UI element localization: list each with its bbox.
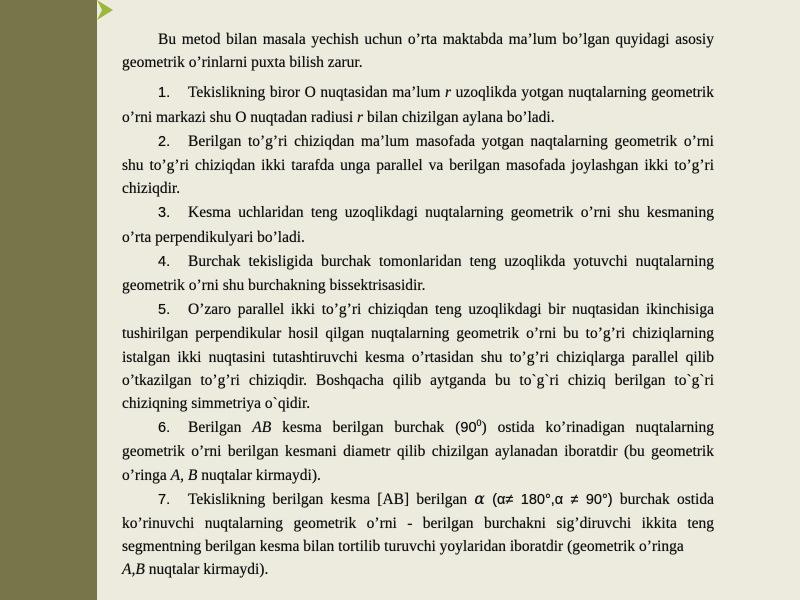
item-number: 4. [158,253,171,270]
item-number: 2. [158,133,171,150]
segment-label: AB [252,419,272,437]
intro-paragraph: Bu metod bilan masala yechish uchun o’rta maktabda ma’lum bo’lgan quyidagi asosiy geometrik o’rinlarni puxta bilish zarur. [122,31,714,72]
item-number: 1. [158,85,171,102]
angle-value: $90^0$ [460,418,482,437]
list-item-2: 2. Berilgan to’g’ri chiziqdan ma’lum masofada yotgan naqtalarning geometrik o’rni shu to’g’ri chiziqdan ikki tarafda unga parallel va berilgan masofada joylashgan ikki to’g’ri chiziqdir. [122,132,714,198]
document-body [122,28,714,583]
list-item-5: 5. O’zaro parallel ikki to’g’ri chiziqdan teng uzoqlikdagi bir nuqtasidan ikinchisiga tushirilgan perpendikular hosil qilgan nuqtalarning geometrik o’rni bu to’g’ri chiziqlarning istalgan ikki nuqtasini tutashtiruvchi kesma o’rtasidan shu to’g’ri chiziqlarga parallel qilib o’tkazilgan to’g’ri chiziqdir. Boshqacha qilib aytganda bu to`g`ri chiziq berilgan to`g`ri chiziqning simmetriya o`qidir. [122,301,714,413]
list-item-7: 7. Tekislikning berilgan kesma [AB] berilgan α (α≠ 180°,α ≠ 90°) burchak ostida ko’rinuvchi nuqtalarning geometrik o’rni - berilgan burchakni sig’diruvchi ikkita teng segmentning berilgan kesma bilan tortilib turuvchi yoylaridan iboratdir (geometrik o’ringa A,B nuqtalar kirmaydi). [122,489,714,579]
alpha-symbol: α [474,489,485,508]
angle-condition: (α≠ 180°,α ≠ 90°) [484,491,613,508]
list-item-3: 3. Kesma uchlaridan teng uzoqlikdagi nuqtalarning geometrik o’rni shu kesmaning o’rta perpendikulyari bo’ladi. [122,204,714,246]
sidebar-bar [0,0,97,600]
radius-symbol: r [445,84,452,102]
points-label: A,B [122,561,145,579]
arrow-icon [97,0,113,20]
list-item-1: 1. Tekislikning biror O nuqtasidan ma’lum r uzoqlikda yotgan nuqtalarning geometrik o’rni markazi shu O nuqtadan radiusi r bilan chizilgan aylana bo’ladi. [122,84,714,126]
item-number: 6. [158,420,171,437]
list-item-4: 4. Burchak tekisligida burchak tomonlaridan teng uzoqlikda yotuvchi nuqtalarning geometrik o’rni shu burchakning bissektrisasidir. [122,252,714,295]
item-number: 7. [158,491,171,508]
list-item-6: 6. Berilgan AB kesma berilgan burchak $(90^0)$ ostida ko’rinadigan nuqtalarning geometrik o’rni berilgan kesmani diametr qilib chizilgan aylanadan iboratdir (bu geometrik o’ringa A, B nuqtalar kirmaydi). [122,418,715,484]
points-label: A, B [170,466,198,484]
item-number: 5. [158,302,171,319]
item-number: 3. [158,205,171,222]
radius-symbol: r [357,108,364,126]
